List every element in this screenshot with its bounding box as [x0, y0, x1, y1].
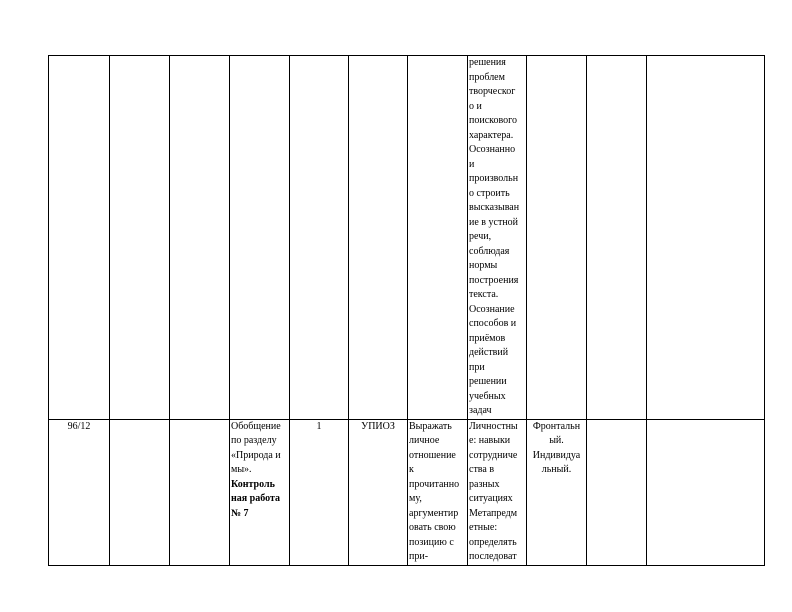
cell-learning-outcomes: Личностны е: навыки сотрудниче ства в разных ситуациях Метапредм етные: определять последоват: [468, 419, 527, 565]
cell-extra-1: [587, 419, 647, 565]
cell-number: 96/12: [49, 419, 110, 565]
cell-date-plan: [110, 419, 170, 565]
cell-extra-2: [647, 419, 765, 565]
cell-number: [49, 56, 110, 420]
cell-topic: [230, 56, 290, 420]
cell-topic: [230, 419, 290, 565]
cell-activities: [408, 56, 468, 420]
cell-extra-2: [647, 56, 765, 420]
cell-activities: Выражать личное отношение к прочитанно му, аргументир овать свою позицию с при-: [408, 419, 468, 565]
cell-learning-outcomes: решения проблем творческог о и поискового характера. Осознанно и произвольн о строить высказыван ие в устной речи, соблюдая нормы построения текста. Осознание способов и приёмов действий при решении учебных задач: [468, 56, 527, 420]
cell-date-plan: [110, 56, 170, 420]
cell-control-form: [527, 56, 587, 420]
topic-text: Обобщение по разделу «Природа и мы».: [231, 420, 281, 475]
table-row: [49, 56, 765, 420]
table-row: [49, 419, 765, 565]
lesson-plan-table: [48, 55, 765, 566]
cell-lesson-type: УПИОЗ: [349, 419, 408, 565]
cell-extra-1: [587, 56, 647, 420]
control-work-label: Контроль ная работа № 7: [231, 478, 281, 519]
cell-date-fact: [170, 56, 230, 420]
cell-control-form: Фронтальн ый. Индивидуа льный.: [527, 419, 587, 565]
cell-hours: 1: [290, 419, 349, 565]
cell-lesson-type: [349, 56, 408, 420]
cell-hours: [290, 56, 349, 420]
cell-date-fact: [170, 419, 230, 565]
